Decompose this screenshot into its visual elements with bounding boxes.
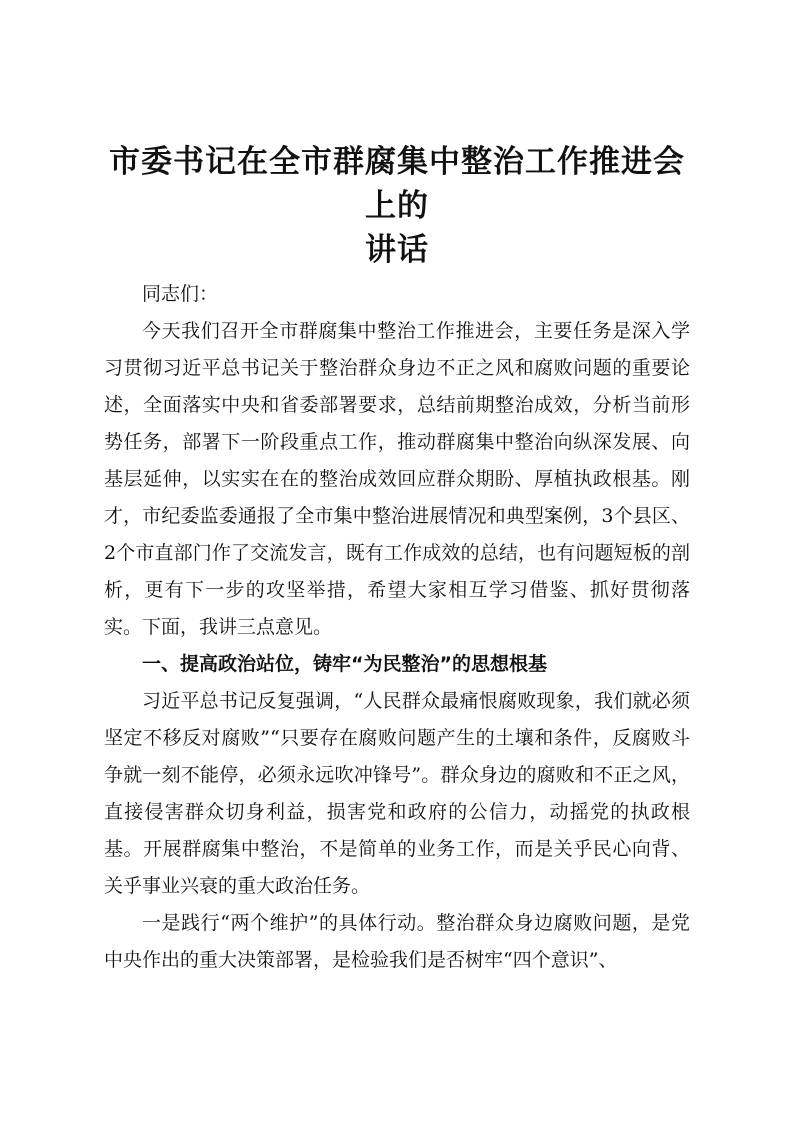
intro-paragraph: 今天我们召开全市群腐集中整治工作推进会，主要任务是深入学习贯彻习近平总书记关于整治群众身边不正之风和腐败问题的重要论述，全面落实中央和省委部署要求，总结前期整治成效，分析当前形势任务，部署下一阶段重点工作，推动群腐集中整治向纵深发展、向基层延伸，以实实在在的整治成效回应群众期盼、厚植执政根基。刚才，市纪委监委通报了全市集中整治进展情况和典型案例，3个县区、2个市直部门作了交流发言，既有工作成效的总结，也有问题短板的剖析，更有下一步的攻坚举措，希望大家相互学习借鉴、抓好贯彻落实。下面，我讲三点意见。 xyxy=(104,320,690,638)
section-1-heading: 一、提高政治站位，铸牢“为民整治”的思想根基 xyxy=(142,653,547,675)
document-title xyxy=(104,140,690,272)
section-1-paragraph-1: 习近平总书记反复强调，“人民群众最痛恨腐败现象，我们就必须坚定不移反对腐败”“只要存在腐败问题产生的土壤和条件，反腐败斗争就一刻不能停，必须永远吹冲锋号”。群众身边的腐败和不正之风，直接侵害群众切身利益，损害党和政府的公信力，动摇党的执政根基。开展群腐集中整治，不是简单的业务工作，而是关乎民心向背、关乎事业兴衰的重大政治任务。 xyxy=(104,690,690,897)
section-1-paragraph-2: 一是践行“两个维护”的具体行动。整治群众身边腐败问题，是党中央作出的重大决策部署，是检验我们是否树牢“四个意识”、 xyxy=(104,912,690,971)
title-line-1: 市委书记在全市群腐集中整治工作推进会上的 xyxy=(109,144,685,224)
document-content xyxy=(104,140,690,979)
title-line-2: 讲话 xyxy=(365,232,429,268)
salutation: 同志们： xyxy=(142,283,219,305)
